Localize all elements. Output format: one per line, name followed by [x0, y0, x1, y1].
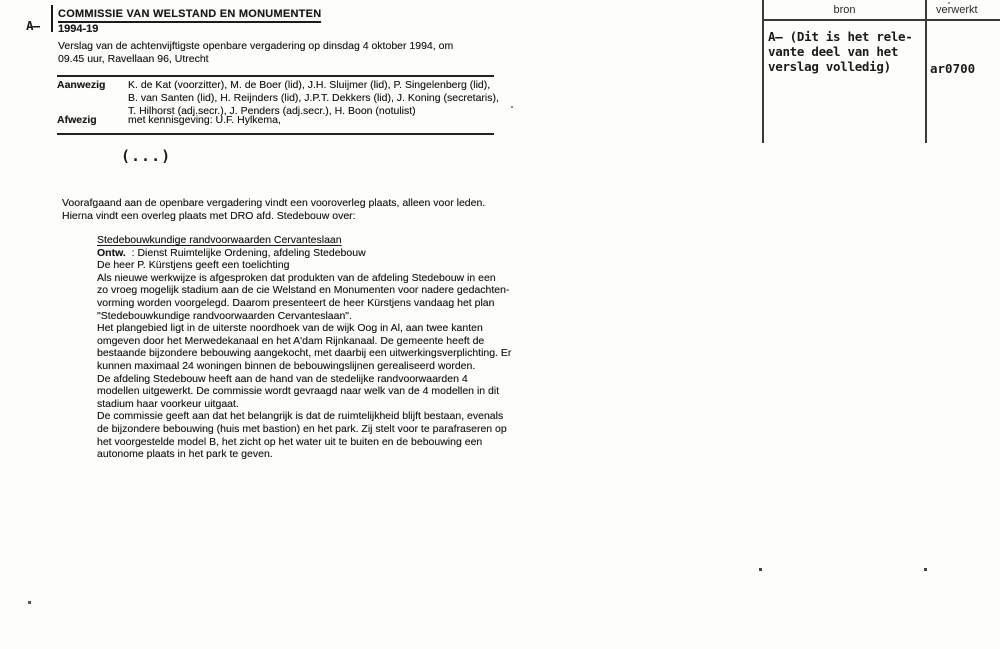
intro-line: Verslag van de achtenvijftigste openbare vergadering op dinsdag 4 oktober 1994, om: [58, 40, 454, 52]
attendance-rule-bottom: [57, 133, 494, 135]
agenda-body-line: De commissie geeft aan dat het belangrijk is dat de ruimtelijkheid blijft bestaan, evenals: [97, 410, 504, 423]
agenda-body-line: "Stedebouwkundige randvoorwaarden Cervanteslaan".: [97, 309, 352, 322]
attendance-absent-line: met kennisgeving: U.F. Hylkema,: [128, 114, 281, 126]
agenda-body-line: modellen uitgewerkt. De commissie wordt gevraagd naar welk van de 4 modellen in dit: [97, 385, 500, 398]
agenda-body-line: Het plangebied ligt in de uiterste noordhoek van de wijk Oog in Al, aan twee kanten: [97, 322, 483, 335]
agenda-body-line: De heer P. Kürstjens geeft een toelichting: [97, 259, 290, 272]
agenda-ontw-label: Ontw.: [97, 246, 126, 259]
agenda-body-line: Als nieuwe werkwijze is afgesproken dat produkten van de afdeling Stedebouw in een: [97, 271, 496, 284]
agenda-body-line: omgeven door het Merwedekanaal en het A'dam Rijnkanaal. De gemeente heeft de: [97, 334, 485, 347]
log-table-column-divider: [925, 0, 927, 143]
attendance-rule-top: [57, 75, 494, 77]
agenda-body-line: kunnen maximaal 24 woningen binnen de bebouwingslijnen gerealiseerd worden.: [97, 359, 476, 372]
agenda-item: [97, 234, 511, 461]
meeting-intro: [58, 40, 453, 66]
log-source-note-line: A— (Dit is het rele-: [768, 29, 913, 44]
log-table-left-border: [762, 0, 764, 143]
attendance-present-label: Aanwezig: [57, 79, 106, 91]
scan-speck: [948, 2, 950, 4]
attendance-present-names: [128, 79, 499, 118]
log-source-note: [768, 29, 913, 74]
log-processed-header: verwerkt: [936, 4, 978, 16]
preamble-line: Hierna vindt een overleg plaats met DRO afd. Stedebouw over:: [62, 209, 356, 222]
scan-speck: [28, 601, 31, 604]
scan-speck: [924, 568, 927, 571]
agenda-body-line: vorming worden voorgelegd. Daarom presenteert de heer Kürstjens vandaag het plan: [97, 296, 495, 309]
document-title: COMMISSIE VAN WELSTAND EN MONUMENTEN: [58, 8, 321, 23]
agenda-body-line: zo vroeg mogelijk stadium aan de cie Welstand en Monumenten voor nadere gedachten-: [97, 284, 510, 297]
agenda-body-line: bestaande bijzondere bebouwing aangekocht, met daarbij een uitwerkingsverplichting. Er: [97, 347, 512, 360]
agenda-body-line: de bijzondere bebouwing (huis met bastion) en het park. Zij stelt voor te parafraseren op: [97, 422, 507, 435]
preamble-line: Voorafgaand aan de openbare vergadering vindt een vooroverleg plaats, alleen voor leden.: [62, 197, 486, 209]
case-number: 1994-19: [58, 23, 99, 35]
log-table-header-divider: [762, 19, 1000, 21]
log-source-header: bron: [833, 4, 856, 16]
omission-ellipsis: (...): [121, 147, 172, 165]
scan-speck: [759, 568, 762, 571]
agenda-body-line: het voorgestelde model B, het zicht op het water uit te buiten en de bebouwing een: [97, 435, 483, 448]
attendance-present-line: K. de Kat (voorzitter), M. de Boer (lid), J.H. Sluijmer (lid), P. Singelenberg (lid),: [128, 79, 491, 91]
log-source-note-line: verslag volledig): [768, 59, 891, 74]
attendance-present-line: T. Hilhorst (adj.secr.), J. Penders (adj.secr.), H. Boon (notulist): [128, 105, 416, 117]
agenda-body-line: stadium haar voorkeur uitgaat.: [97, 397, 239, 410]
attendance-present-line: B. van Santen (lid), H. Reijnders (lid), J.P.T. Dekkers (lid), J. Koning (secretaris),: [128, 92, 499, 104]
agenda-body-line: De afdeling Stedebouw heeft aan de hand van de stedelijke randvoorwaarden 4: [97, 372, 468, 385]
preamble: [62, 197, 485, 222]
margin-annotation: A—: [26, 18, 40, 33]
agenda-body-line: autonome plaats in het park te geven.: [97, 448, 273, 461]
log-processed-code: ar0700: [930, 61, 976, 76]
scan-speck: [511, 106, 513, 108]
margin-tick-line: [51, 5, 53, 32]
agenda-ontw-text: : Dienst Ruimtelijke Ordening, afdeling Stedebouw: [125, 246, 366, 259]
agenda-ontw-line: [97, 247, 511, 260]
agenda-heading: Stedebouwkundige randvoorwaarden Cervanteslaan: [97, 234, 342, 246]
intro-line: 09.45 uur, Ravellaan 96, Utrecht: [58, 53, 209, 65]
attendance-absent-label: Afwezig: [57, 114, 97, 126]
log-source-note-line: vante deel van het: [768, 44, 899, 59]
